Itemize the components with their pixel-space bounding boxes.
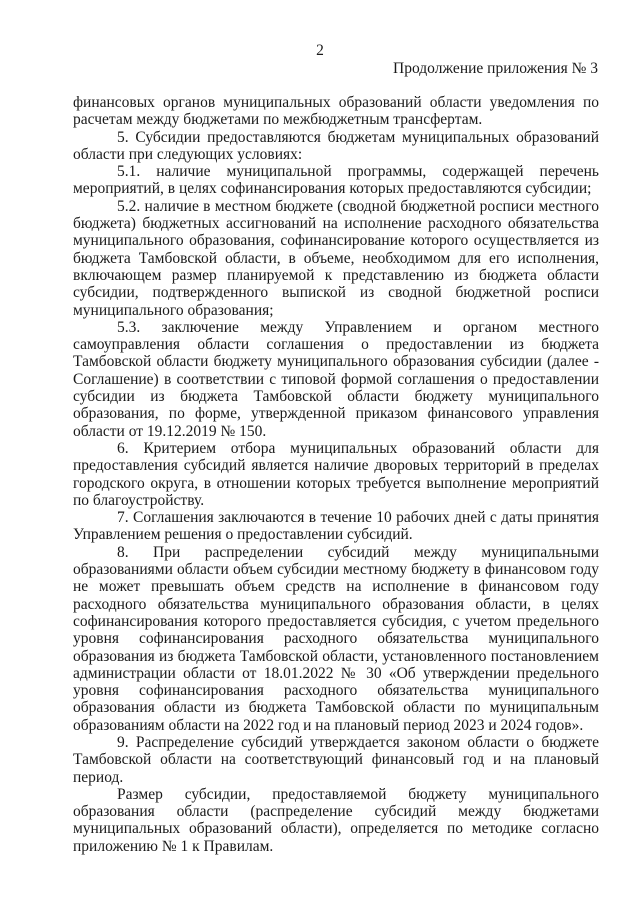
paragraph-9: 9. Распределение субсидий утверждается законом области о бюджете Тамбовской области на соответствующий финансовый год и на плановый период. xyxy=(73,733,599,786)
paragraph-continued: финансовых органов муниципальных образований области уведомления по расчетам между бюджетами по межбюджетным трансфертам. xyxy=(73,94,599,129)
page-number: 2 xyxy=(316,42,324,59)
paragraph-5: 5. Субсидии предоставляются бюджетам муниципальных образований области при следующих условиях: xyxy=(73,128,599,163)
paragraph-8: 8. При распределении субсидий между муниципальными образованиями области объем субсидии местному бюджету в финансовом году не может превышать объем средств на исполнение в финансовом году расходного обязательства муниципального образования области, в целях софинансирования которого предоставляется субсидия, с учетом предельного уровня софинансирования расходного обязательства муниципального образования из бюджета Тамбовской области, установленного постановлением администрации области от 18.01.2022 № 30 «Об утверждении предельного уровня софинансирования расходного обязательства муниципального образования области из бюджета Тамбовской области по муниципальным образованиям области на 2022 год и на плановый период 2023 и 2024 годов». xyxy=(73,543,599,734)
paragraph-5-1: 5.1. наличие муниципальной программы, содержащей перечень мероприятий, в целях софинансирования которых предоставляются субсидии; xyxy=(73,163,599,198)
appendix-continuation-label: Продолжение приложения № 3 xyxy=(393,60,598,77)
paragraph-5-3: 5.3. заключение между Управлением и органом местного самоуправления области соглашения о предоставлении из бюджета Тамбовской области бюджету муниципального образования субсидии (далее - Соглашение) в соответствии с типовой формой соглашения о предоставлении субсидии из бюджета Тамбовской области бюджету муниципального образования, по форме, утвержденной приказом финансового управления области от 19.12.2019 № 150. xyxy=(73,318,599,440)
document-body xyxy=(73,94,599,855)
paragraph-6: 6. Критерием отбора муниципальных образований области для предоставления субсидий является наличие дворовых территорий в пределах городского округа, в отношении которых требуется выполнение мероприятий по благоустройству. xyxy=(73,439,599,509)
paragraph-7: 7. Соглашения заключаются в течение 10 рабочих дней с даты принятия Управлением решения о предоставлении субсидий. xyxy=(73,509,599,544)
paragraph-subsidy-size: Размер субсидии, предоставляемой бюджету муниципального образования области (распределение субсидий между бюджетами муниципальных образований области), определяется по методике согласно приложению № 1 к Правилам. xyxy=(73,785,599,855)
paragraph-5-2: 5.2. наличие в местном бюджете (сводной бюджетной росписи местного бюджета) бюджетных ассигнований на исполнение расходного обязательства муниципального образования, софинансирование которого осуществляется из бюджета Тамбовской области, в объеме, необходимом для его исполнения, включающем размер планируемой к представлению из бюджета области субсидии, подтвержденного выпиской из сводной бюджетной росписи муниципального образования; xyxy=(73,197,599,319)
